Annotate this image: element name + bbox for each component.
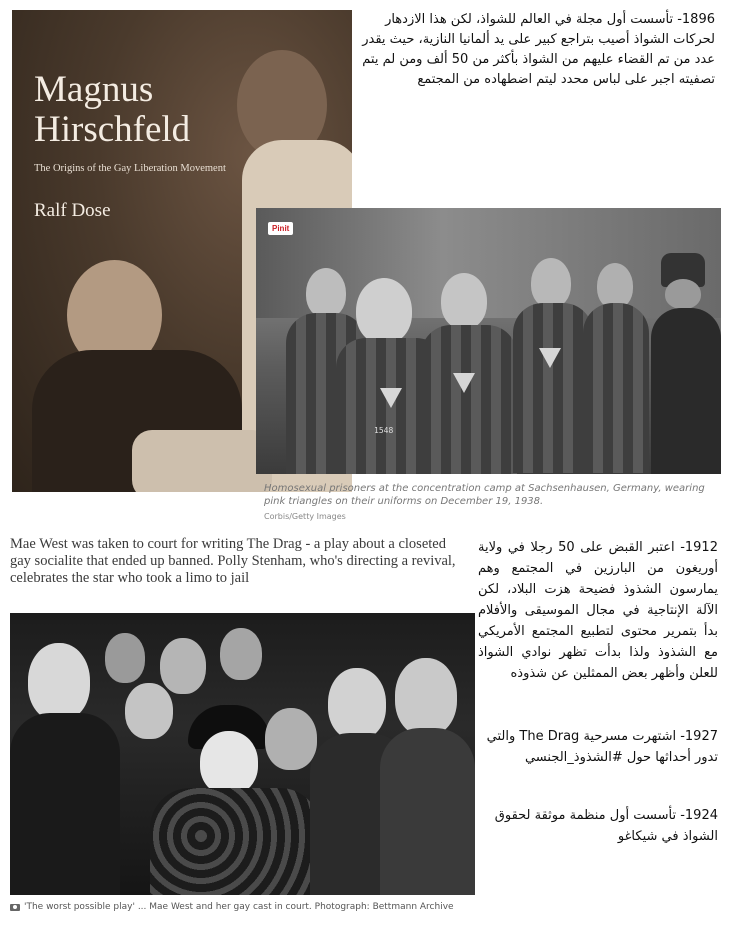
book-subtitle: The Origins of the Gay Liberation Movement <box>34 163 226 174</box>
prisoners-photo-caption: Homosexual prisoners at the concentration camp at Sachsenhausen, Germany, wearing pink triangles on their uniforms on December 19, 1938. <box>264 483 705 507</box>
book-author: Ralf Dose <box>34 200 111 221</box>
mae-west-coat <box>150 788 320 895</box>
man-right-suit <box>380 728 475 895</box>
book-title: Magnus Hirschfeld <box>34 69 191 150</box>
man-bald-face <box>265 708 317 770</box>
man-right-face <box>395 658 457 736</box>
man-left-face <box>28 643 90 721</box>
papers-figure <box>132 430 272 492</box>
text-1912: 1912- اعتبر القبض على 50 رجلا في ولاية أوريغون من البارزين في المجتمع وهم يمارسون الشذوذ فضيحة هزت البلاد، لكن الآلة الإنتاجية في مجال الموسيقى والأفلام بدأ بتمرير محتوى لتطبيع المجتمع الأمريكي مع الشذوذ ولذا بدأت تظهر نوادي الشواذ للعلن وأظهر بعض الممثلين عن شذوذه <box>478 540 718 681</box>
court-photo-caption: 'The worst possible play' ... Mae West and her gay cast in court. Photograph: Bettmann Archive <box>24 902 454 912</box>
bystander-face <box>160 638 206 694</box>
text-1924: 1924- تأسست أول منظمة موثقة لحقوق الشواذ في شيكاغو <box>494 808 718 844</box>
woman-hat-face <box>125 683 173 739</box>
camera-icon <box>10 904 20 911</box>
mae-west-headline[interactable]: Mae West was taken to court for writing The Drag - a play about a closeted gay socialite that ended up banned. Polly Stenham, who's directing a revival, celebrates the star who took a limo to jail <box>10 536 456 586</box>
mae-west-face <box>200 731 258 795</box>
court-photo <box>10 613 475 895</box>
bystander-face <box>105 633 145 683</box>
prisoners-photo-credit: Corbis/Getty Images <box>264 512 346 521</box>
court-photo-caption-row <box>10 902 480 912</box>
man-left-suit <box>10 713 120 895</box>
prisoners-photo <box>256 208 721 474</box>
text-1896: 1896- تأسست أول مجلة في العالم للشواذ، لكن هذا الازدهار لحركات الشواذ أصيب بتراجع كبير على يد ألمانيا النازية، حيث يقدر عدد من تم القضاء عليهم من الشواذ بأكثر من 50 ألف ومن لم يتم تصفيته اجبر على لباس محدد ليتم اضطهاده من المجتمع <box>362 12 715 87</box>
bystander-face <box>220 628 262 680</box>
man-center-right-face <box>328 668 386 740</box>
prisoner-badge-number: 1548 <box>374 426 394 435</box>
pinit-button[interactable]: Pinit <box>268 222 293 235</box>
text-1927: 1927- اشتهرت مسرحية The Drag والتي تدور أحداثها حول #الشذوذ_الجنسي <box>486 729 718 765</box>
